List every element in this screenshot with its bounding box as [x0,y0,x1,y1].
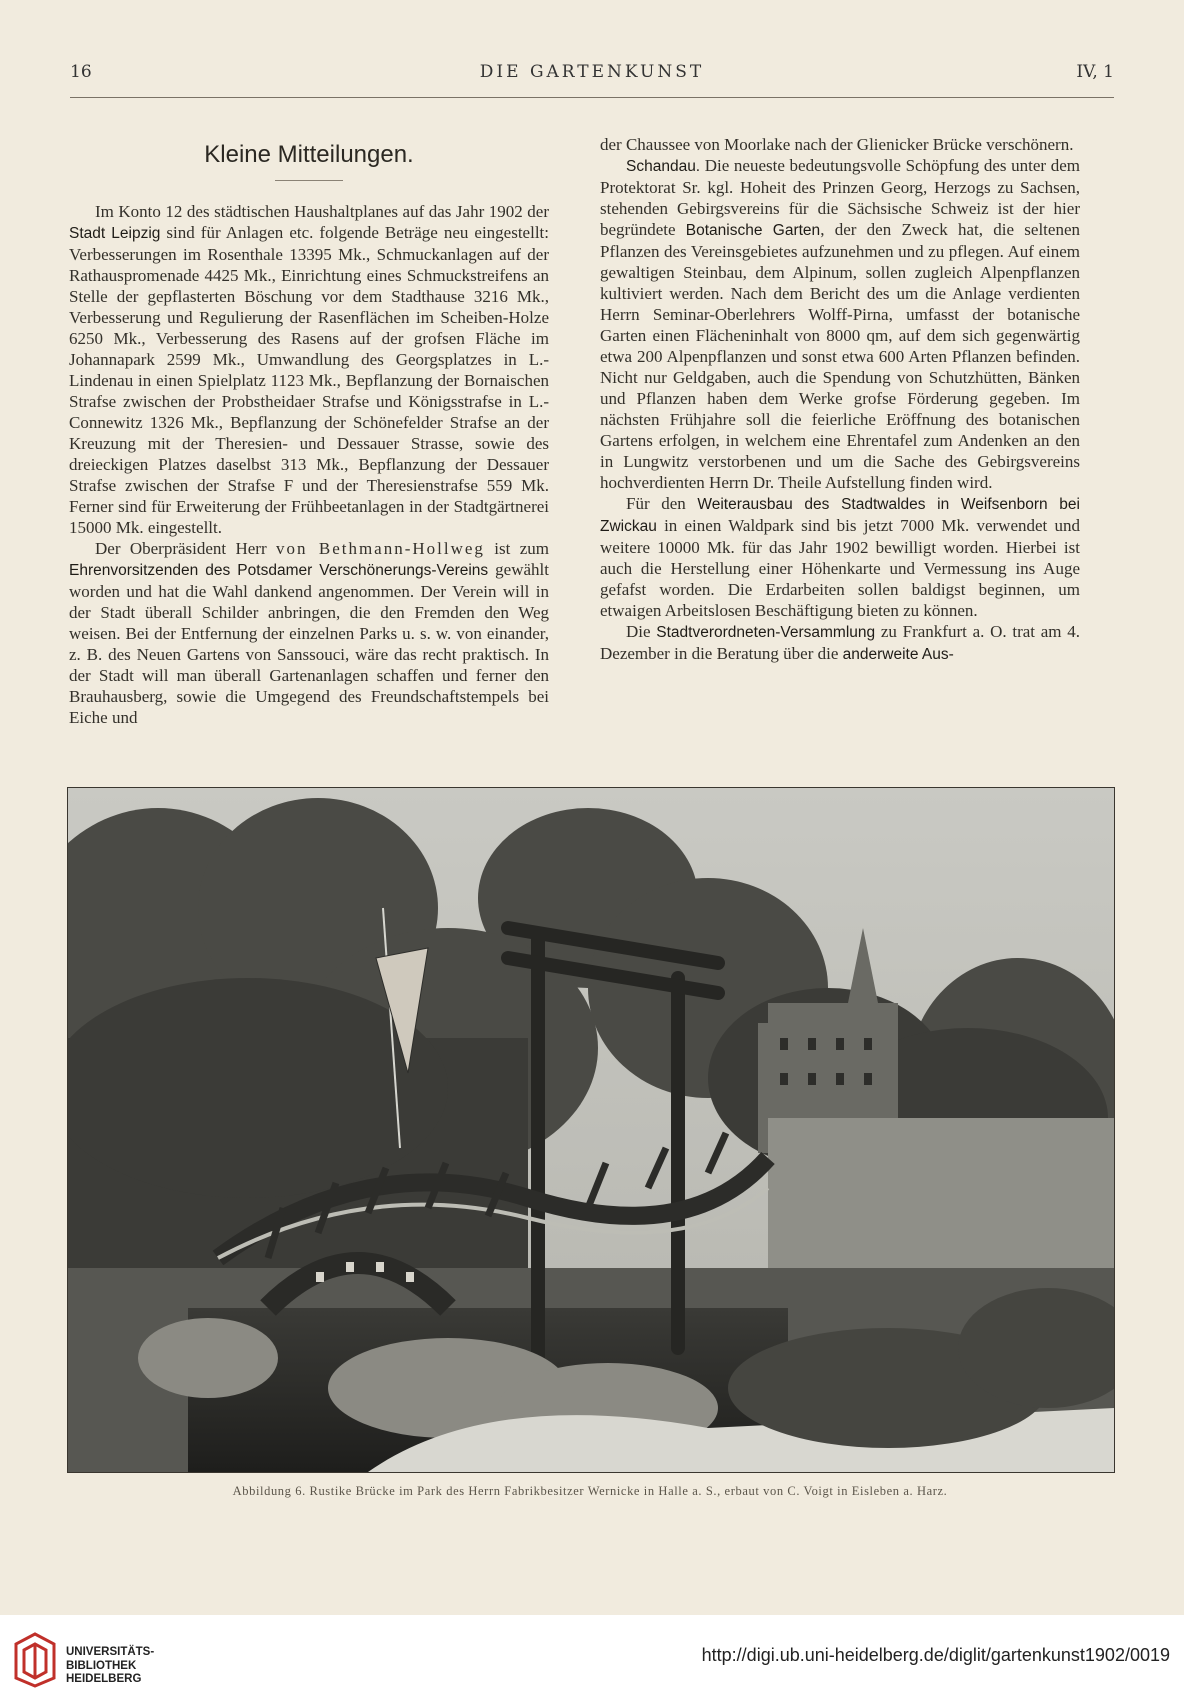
figure-caption: Abbildung 6. Rustike Brücke im Park des Herrn Fabrikbesitzer Wernicke in Halle a. S., erbaut von C. Voigt in Eisleben a. Harz. [232,1484,948,1498]
running-header [70,56,1114,86]
keyword-stadtverordneten: Stadtverordneten-Versammlung [656,624,876,641]
keyword-stadt-leipzig: Stadt Leipzig [69,225,161,242]
keyword-stadtwald: Weiterausbau des Stadtwaldes in Weifsenborn bei Zwickau [600,496,1080,535]
title-rule [275,180,343,181]
journal-title: DIE GARTENKUNST [479,62,705,82]
right-column [600,134,1080,665]
paragraph-potsdam: Der Oberpräsident Herr von Bethmann-Hollweg ist zum Ehrenvorsitzenden des Potsdamer Verschönerungs-Vereins gewählt worden und hat die Wahl dankend angenommen. Der Verein will in der Stadt überall Schilder anbringen, die den Fremden den Weg weisen. Bei der Entfernung der einzelnen Parks u. s. w. von einander, z. B. des Neuen Gartens von Sanssouci, wäre das recht praktisch. In der Stadt will man überall Gartenanlagen schaffen und ferner den Brauhausberg, sowie die Umgegend des Freundschaftstempels bei Eiche und [69,539,549,727]
keyword-potsdam-verein: Ehrenvorsitzenden des Potsdamer Verschönerungs-Vereins [69,562,489,579]
source-url-link[interactable]: http://digi.ub.uni-heidelberg.de/diglit/gartenkunst1902/0019 [701,1645,1170,1665]
footer-bar [0,1615,1184,1706]
page-number: 16 [70,62,92,82]
paragraph-leipzig: Im Konto 12 des städtischen Haushaltplanes auf das Jahr 1902 der Stadt Leipzig sind für Anlagen etc. folgende Beträge neu eingestellt: Verbesserungen im Rosenthale 13395 Mk., Schmuckanlagen auf der Rathauspromenade 4425 Mk., Einrichtung eines Schmuckstreifens an Stelle der gepflasterten Böschung vor dem Stadthause 3216 Mk., Verbesserung und Regulierung der Rasenflächen im Scheiben-Holze 6250 Mk., Verbesserung des Rasens auf der grofsen Fläche im Johannapark 2599 Mk., Umwandlung des Georgsplatzes in L.-Lindenau in einen Spielplatz 1123 Mk., Bepflanzung der Bornaischen Strafse zwischen der Probstheidaer Strafse und Königsstrafse in L.-Connewitz 1326 Mk., Bepflanzung der Schönefelder Strafse an der Kreuzung mit der Theresien- und Dessauer Strasse, sowie des dreieckigen Platzes daselbst 313 Mk., Bepflanzung der Dessauer Strafse zwischen der Strafse F und der Theresienstrafse 559 Mk. Ferner sind für Erweiterung der Frühbeetanlagen in der Stadtgärtnerei 15000 Mk. eingestellt. [69,202,549,537]
library-name [66,1646,154,1687]
keyword-botanische-garten: Botanische Garten [685,222,821,239]
keyword-anderweite: anderweite Aus- [842,646,954,663]
paragraph-continuation: der Chaussee von Moorlake nach der Glienicker Brücke verschönern. [600,135,1074,154]
person-name: von Bethmann-Hollweg [276,539,485,558]
paragraph-zwickau: Für den Weiterausbau des Stadtwaldes in Weifsenborn bei Zwickau in einen Waldpark sind bis jetzt 7000 Mk. verwendet und weitere 10000 Mk. für das Jahr 1902 bewilligt worden. Hierbei ist auch die Herstellung einer Höhenkarte und Vermessung ins Auge gefafst worden. Die Erdarbeiten sollen baldigst beginnen, um etwaigen Arbeitslosen Beschäftigung bieten zu können. [600,494,1080,620]
bridge-photograph [67,787,1115,1473]
photo-illustration [68,788,1114,1472]
library-line-1: UNIVERSITÄTS- [66,1646,155,1658]
library-line-2: BIBLIOTHEK [66,1659,137,1672]
library-line-3: HEIDELBERG [66,1673,142,1685]
keyword-schandau: Schandau. [626,158,701,175]
section-title: Kleine Mitteilungen. [204,141,414,168]
paragraph-frankfurt: Die Stadtverordneten-Versammlung zu Frankfurt a. O. trat am 4. Dezember in die Beratung über die anderweite Aus- [600,622,1080,663]
header-rule [70,97,1114,98]
ub-heidelberg-logo-icon [12,1632,58,1692]
left-column [69,134,549,728]
volume-number: IV, 1 [1076,62,1114,82]
paragraph-schandau: Schandau. Die neueste bedeutungsvolle Schöpfung des unter dem Protektorat Sr. kgl. Hoheit des Prinzen Georg, Herzogs zu Sachsen, stehenden Gebirgsvereins für die Sächsische Schweiz ist der hier begründete Botanische Garten, der den Zweck hat, die seltenen Pflanzen des Vereinsgebietes aufzunehmen und zu pflegen. Auf einem gewaltigen Steinbau, dem Alpinum, sollen zugleich Alpenpflanzen kultiviert werden. Nach dem Bericht des um die Anlage verdienten Herrn Seminar-Oberlehrers Wolff-Pirna, umfasst der botanische Garten einen Flächeninhalt von 8000 qm, auf dem sich gegenwärtig etwa 200 Alpenpflanzen und sonst etwa 600 Arten Pflanzen befinden. Nicht nur Geldgaben, auch die Spendung von Schutzhütten, Bänken und Pflanzen haben dem Werke grofse Förderung gegeben. Im nächsten Frühjahre soll die feierliche Eröffnung des botanischen Gartens erfolgen, in welchem eine Ehrentafel zum Andenken an den in Lungwitz verstorbenen und um die Sache des Gebirgsvereins hochverdienten Herrn Dr. Theile Aufstellung finden wird. [600,156,1080,492]
